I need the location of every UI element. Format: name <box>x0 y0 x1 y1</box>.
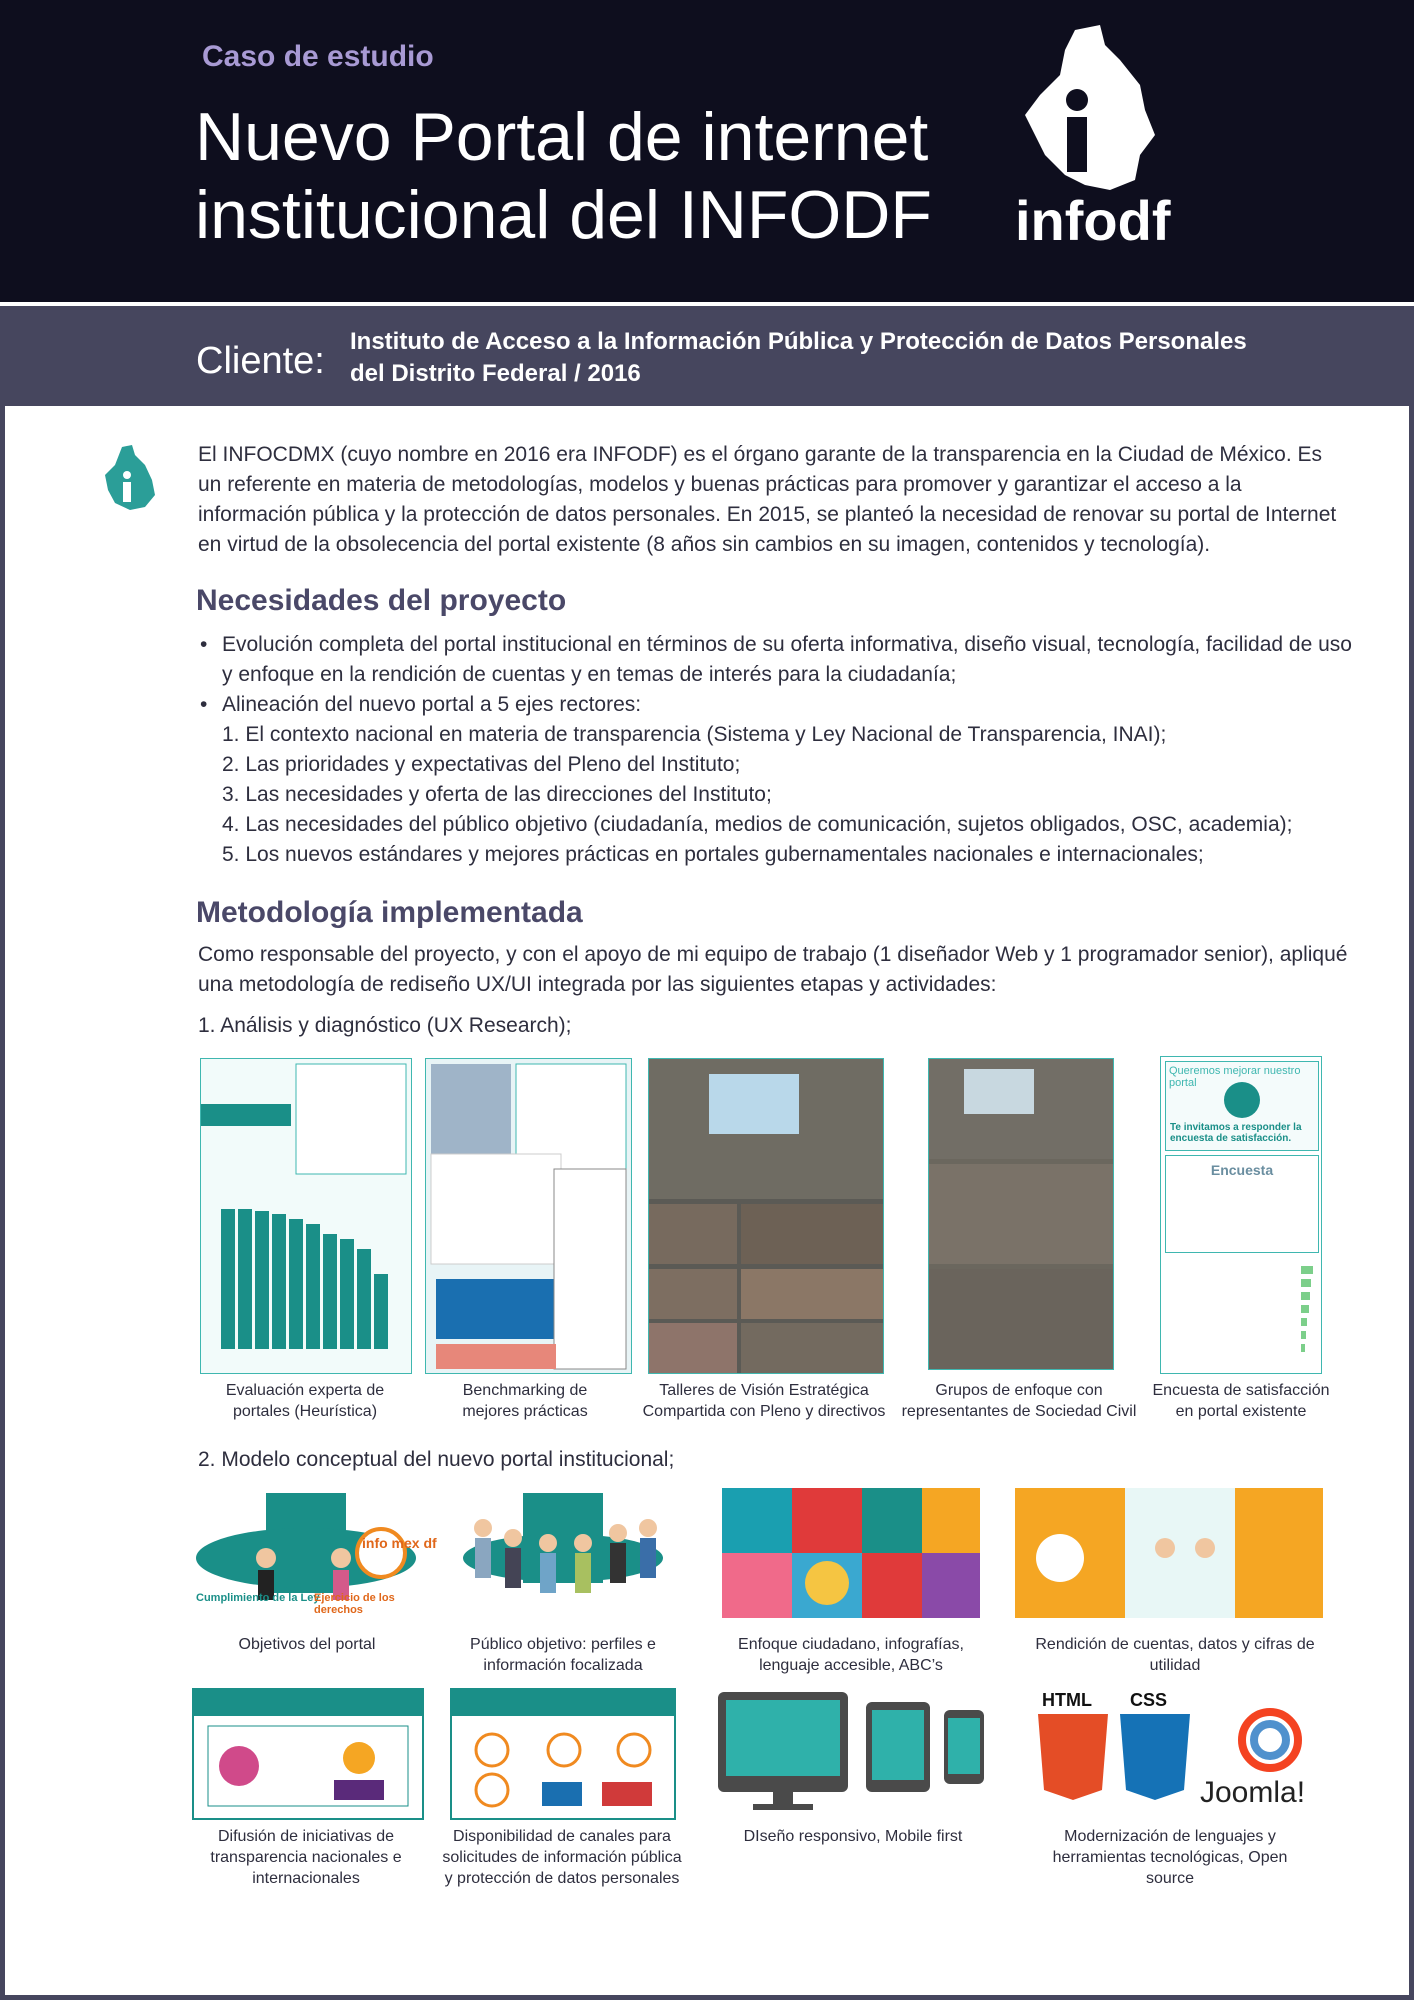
focus-groups-photos-thumbnail <box>928 1058 1114 1370</box>
caption-heuristic: Evaluación experta de portales (Heurística) <box>225 1382 385 1420</box>
infodf-small-logo <box>100 445 160 535</box>
objetivos-left-label: Cumplimiento de la Ley <box>196 1592 320 1604</box>
stage-2-title: 2. Modelo conceptual del nuevo portal institucional; <box>198 1448 675 1471</box>
logo-text: infodf <box>1015 189 1171 252</box>
needs-list <box>200 630 1360 870</box>
axis-item: 5. Los nuevos estándares y mejores prácticas en portales gubernamentales nacionales e internacionales; <box>222 843 1204 866</box>
caption-responsive: DIseño responsivo, Mobile first <box>743 1828 963 1845</box>
page-title <box>195 98 995 254</box>
caption-audience: Público objetivo: perfiles e información focalizada <box>470 1636 656 1674</box>
axis-item: 2. Las prioridades y expectativas del Pleno del Instituto; <box>222 753 741 776</box>
client-label: Cliente: <box>196 340 325 382</box>
survey-banner-title: Queremos mejorar nuestro portal <box>1169 1065 1301 1089</box>
channels-illustration <box>452 1690 674 1818</box>
client-line-1: Instituto de Acceso a la Información Pública y Protección de Datos Personales <box>350 328 1247 355</box>
objetivos-infomex-text: info mex df <box>362 1535 437 1551</box>
workshops-photos-thumbnail <box>648 1058 884 1374</box>
infodf-logo <box>1005 25 1175 255</box>
tech-stack-graphic <box>1028 1690 1338 1820</box>
css3-logo-label: CSS <box>1130 1690 1168 1710</box>
client-name <box>350 326 1380 390</box>
heuristic-chart-thumbnail <box>200 1058 412 1374</box>
survey-results-graphic <box>1161 1261 1321 1371</box>
accountability-illustration <box>1015 1488 1323 1618</box>
axis-item: 1. El contexto nacional en materia de transparencia (Sistema y Ley Nacional de Transparencia, INAI); <box>222 723 1167 746</box>
initiatives-graphic <box>192 1688 424 1820</box>
title-line-1: Nuevo Portal de internet <box>195 99 929 175</box>
survey-form-title: Encuesta <box>1210 1162 1274 1178</box>
citizen-infographics-illustration <box>722 1488 980 1618</box>
caption-tech: Modernización de lenguajes y herramientas tecnológicas, Open source <box>1052 1828 1288 1887</box>
caption-benchmarking: Benchmarking de mejores prácticas <box>462 1382 588 1420</box>
axis-item: 4. Las necesidades del público objetivo (ciudadanía, medios de comunicación, sujetos obligados, OSC, academia); <box>222 813 1293 836</box>
kicker: Caso de estudio <box>202 40 434 73</box>
survey-form-preview <box>1165 1155 1319 1253</box>
survey-banner-sub: Te invitamos a responder la encuesta de satisfacción. <box>1170 1122 1302 1144</box>
caption-workshops: Talleres de Visión Estratégica Compartida con Pleno y directivos <box>642 1382 886 1420</box>
responsive-design-graphic <box>718 1692 988 1814</box>
bar-chart-graphic <box>201 1059 411 1373</box>
infodf-logo-icon <box>1005 25 1175 255</box>
caption-citizen-focus: Enfoque ciudadano, infografías, lenguaje accesible, ABC’s <box>738 1636 964 1674</box>
intro-paragraph: El INFOCDMX (cuyo nombre en 2016 era INFODF) es el órgano garante de la transparencia en la Ciudad de México. Es un referente en materia de metodologías, modelos y buenas prácticas para promover y garantizar el acceso a la información pública y la protección de datos personales. En 2015, se planteó la necesidad de renovar su portal de Internet en virtud de la obsolecencia del portal existente (8 años sin cambios en su imagen, contenidos y tecnología). <box>198 443 1337 556</box>
survey-pencil-icon <box>1224 1082 1260 1118</box>
header-banner <box>0 0 1414 302</box>
survey-banner <box>1165 1061 1319 1151</box>
needs-bullet-1: • Evolución completa del portal institucional en términos de su oferta informativa, diseño visual, tecnología, facilidad de uso y enfoque en la rendición de cuentas y en temas de interés para la ciudadanía; <box>200 630 1360 690</box>
audience-illustration <box>458 1488 668 1618</box>
channels-graphic <box>450 1688 676 1820</box>
caption-survey: Encuesta de satisfacción en portal existente <box>1152 1382 1330 1420</box>
infodf-small-logo-icon <box>100 445 160 535</box>
objetivos-right-label: Ejercicio de los derechos <box>314 1592 395 1616</box>
focus-group-photos-graphic <box>929 1059 1113 1369</box>
citizen-infographics-graphic <box>722 1488 980 1618</box>
methodology-heading: Metodología implementada <box>196 896 583 929</box>
needs-bullet-2: • Alineación del nuevo portal a 5 ejes rectores: <box>200 690 1360 720</box>
benchmarking-thumbnail <box>425 1058 632 1374</box>
caption-initiatives: Difusión de iniciativas de transparencia nacionales e internacionales <box>210 1828 402 1887</box>
accountability-graphic <box>1015 1488 1323 1618</box>
objectives-graphic <box>196 1488 437 1620</box>
caption-accountability: Rendición de cuentas, datos y cifras de utilidad <box>1035 1636 1315 1674</box>
caption-objectives: Objetivos del portal <box>238 1636 376 1653</box>
axis-item: 3. Las necesidades y oferta de las direcciones del Instituto; <box>222 783 772 806</box>
caption-channels: Disponibilidad de canales para solicitudes de información pública y protección de datos personales <box>442 1828 682 1887</box>
joomla-logo-label: Joomla! <box>1200 1776 1306 1809</box>
caption-focus-groups: Grupos de enfoque con representantes de Sociedad Civil <box>901 1382 1137 1420</box>
title-line-2: institucional del INFODF <box>195 177 932 253</box>
needs-heading: Necesidades del proyecto <box>196 584 567 617</box>
stage-1-title: 1. Análisis y diagnóstico (UX Research); <box>198 1014 572 1037</box>
initiatives-illustration <box>194 1690 422 1818</box>
workshop-photos-graphic <box>649 1059 883 1373</box>
audience-graphic <box>458 1488 668 1618</box>
benchmark-screens-graphic <box>426 1059 631 1373</box>
devices-illustration <box>718 1692 988 1814</box>
survey-thumbnail <box>1160 1056 1322 1374</box>
methodology-text: Como responsable del proyecto, y con el apoyo de mi equipo de trabajo (1 diseñador Web y 1 programador senior), apliqué una metodología de rediseño UX/UI integrada por las siguientes etapas y actividades: <box>198 943 1348 996</box>
axes-list <box>200 720 1360 870</box>
html5-logo-label: HTML <box>1042 1690 1092 1710</box>
client-line-2: del Distrito Federal / 2016 <box>350 360 641 387</box>
